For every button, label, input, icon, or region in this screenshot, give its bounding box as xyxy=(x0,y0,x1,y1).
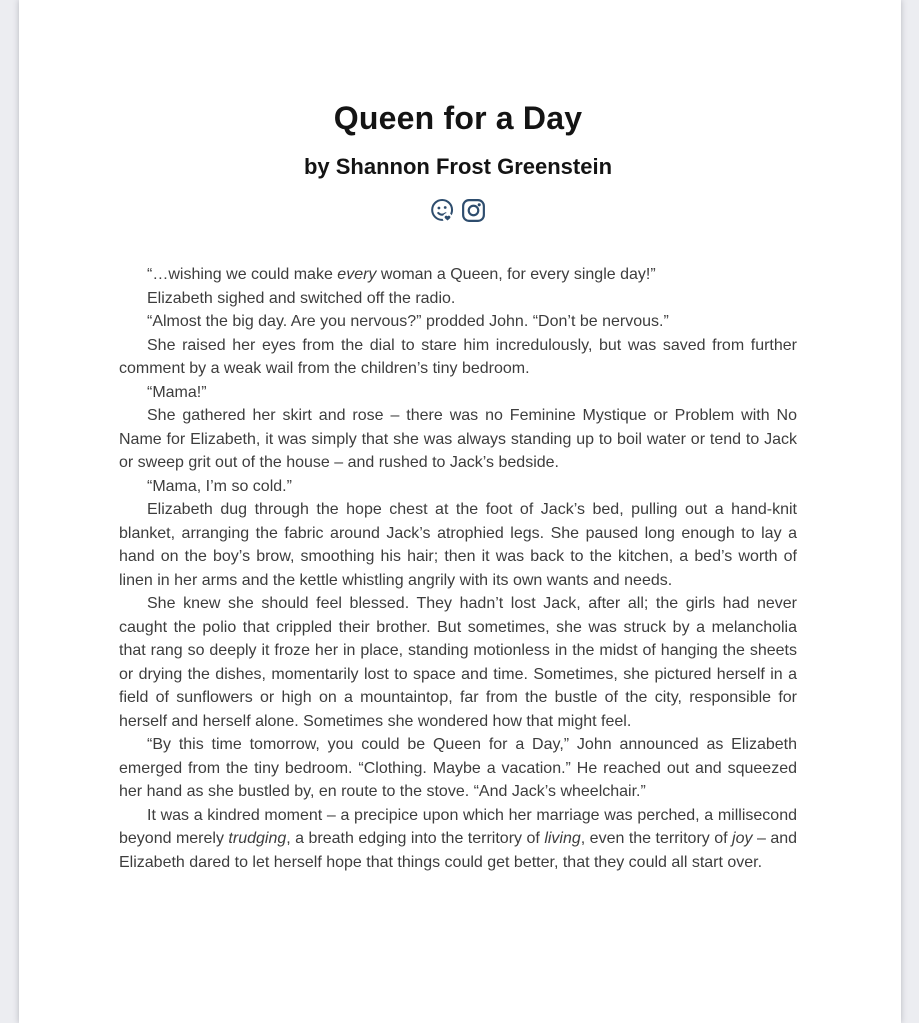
story-title: Queen for a Day xyxy=(333,100,583,136)
story-paragraph: “Mama!” xyxy=(147,383,207,401)
page-content xyxy=(19,0,901,874)
story-paragraph: It was a kindred moment – a precipice upon which her marriage was perched, a millisecond beyond merely trudging, a breath edging into the territory of living, even the territory of joy – and Elizabeth dared to let herself hope that things could get better, that they could all start over. xyxy=(119,806,798,871)
author-social-icons xyxy=(119,196,797,225)
story-paragraph: She knew she should feel blessed. They hadn’t lost Jack, after all; the girls had never caught the polio that crippled their brother. But sometimes, she was struck by a melancholia that rang so deeply it froze her in place, standing motionless in the midst of hanging the sheets or drying the dishes, momentarily lost to space and time. Sometimes, she pictured herself in a field of sunflowers or high on a mountaintop, far from the bustle of the city, responsible for herself and herself alone. Sometimes she wondered how that might feel. xyxy=(119,595,797,730)
story-paragraph: She raised her eyes from the dial to stare him incredulously, but was saved from further comment by a weak wail from the children’s tiny bedroom. xyxy=(119,336,797,377)
document-page xyxy=(19,0,901,1023)
smiley-heart-icon[interactable] xyxy=(429,197,456,224)
story-paragraph: She gathered her skirt and rose – there was no Feminine Mystique or Problem with No Name for Elizabeth, it was simply that she was always standing up to boil water or tend to Jack or sweep grit out of the house – and rushed to Jack’s bedside. xyxy=(119,407,797,471)
story-paragraph: “…wishing we could make every woman a Queen, for every single day!” xyxy=(147,266,656,283)
story-body xyxy=(119,263,797,874)
story-paragraph: “By this time tomorrow, you could be Queen for a Day,” John announced as Elizabeth emerged from the tiny bedroom. “Clothing. Maybe a vacation.” He reached out and squeezed her hand as she bustled by, en route to the stove. “And Jack’s wheelchair.” xyxy=(119,736,797,800)
story-paragraph: Elizabeth sighed and switched off the radio. xyxy=(147,289,456,307)
story-paragraph: “Mama, I’m so cold.” xyxy=(147,477,292,495)
story-paragraph: “Almost the big day. Are you nervous?” prodded John. “Don’t be nervous.” xyxy=(147,313,669,330)
story-byline: by Shannon Frost Greenstein xyxy=(303,154,613,179)
story-paragraph: Elizabeth dug through the hope chest at the foot of Jack’s bed, pulling out a hand-knit blanket, arranging the fabric around Jack’s atrophied legs. She paused long enough to lay a hand on the boy’s brow, smoothing his hair; then it was back to the kitchen, a bed’s worth of linen in her arms and the kettle whistling angrily with its own wants and needs. xyxy=(119,501,797,589)
instagram-icon[interactable] xyxy=(459,196,488,225)
